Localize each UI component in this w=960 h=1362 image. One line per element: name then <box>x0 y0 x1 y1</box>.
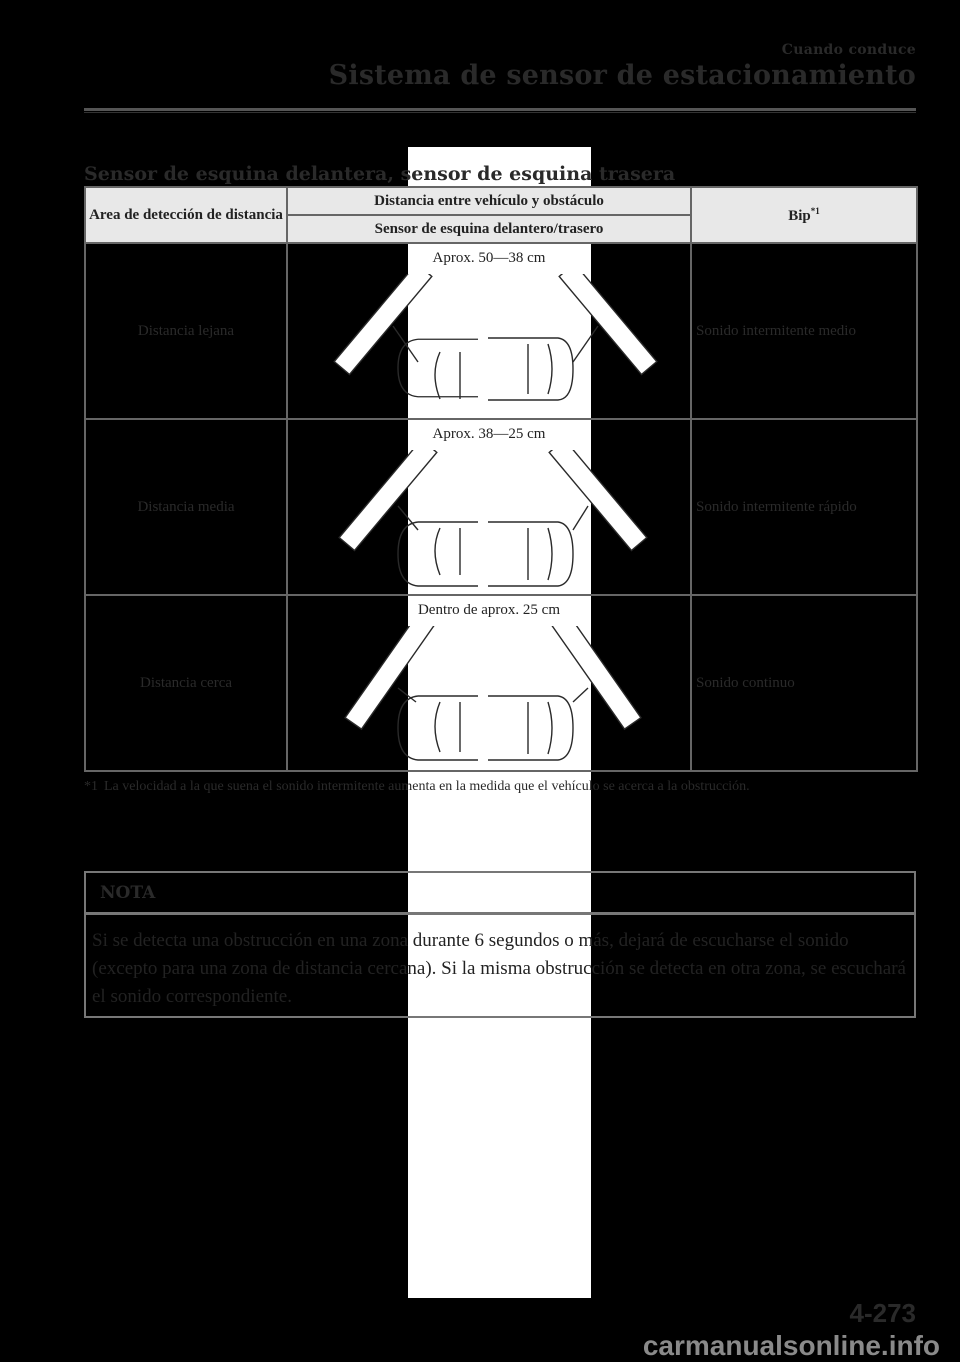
header-distance-group: Distancia entre vehículo y obstáculo <box>287 187 691 215</box>
car-sensor-diagram-icon <box>318 274 662 414</box>
note-heading: NOTA <box>86 873 914 915</box>
footnote-text: La velocidad a la que suena el sonido intermitente aumenta en la medida que el vehículo se acerca a la obstrucción. <box>104 779 750 794</box>
header-rule <box>84 108 916 113</box>
car-sensor-diagram-icon <box>318 626 662 766</box>
distance-label: Dentro de aprox. 25 cm <box>417 602 561 618</box>
header-area: Area de detección de distancia <box>85 187 287 243</box>
running-head <box>329 42 916 91</box>
beep-cell: Sonido continuo <box>691 595 917 771</box>
beep-cell: Sonido intermitente rápido <box>691 419 917 595</box>
watermark: carmanualsonline.info <box>642 1330 940 1361</box>
diagram-cell <box>287 243 691 419</box>
distance-label: Aprox. 50—38 cm <box>432 250 546 266</box>
diagram-cell <box>287 419 691 595</box>
table-row <box>85 595 917 771</box>
note-body: Si se detecta una obstrucción en una zona durante 6 segundos o más, dejará de escucharse el sonido (excepto para una zona de distancia cercana). Si la misma obstrucción se detecta en otra zona, se escuchará el sonido correspondiente. <box>92 930 906 1007</box>
area-cell: Distancia cerca <box>85 595 287 771</box>
page-number: 4-273 <box>849 1298 916 1328</box>
beep-cell: Sonido intermitente medio <box>691 243 917 419</box>
header-sensor: Sensor de esquina delantero/trasero <box>287 215 691 243</box>
area-cell: Distancia media <box>85 419 287 595</box>
footnote <box>84 778 864 795</box>
distance-label: Aprox. 38—25 cm <box>432 426 546 442</box>
note-box <box>84 871 916 1018</box>
table-row <box>85 419 917 595</box>
car-sensor-diagram-icon <box>318 450 662 590</box>
diagram-cell <box>287 595 691 771</box>
header-beep: Bip$^{*1}$ <box>691 187 917 243</box>
page-title: Sistema de sensor de estacionamiento <box>328 60 916 91</box>
section-title: Sensor de esquina delantera, sensor de esquina trasera <box>84 163 676 185</box>
footnote-mark: *1 <box>84 779 98 794</box>
table-row <box>85 243 917 419</box>
area-cell: Distancia lejana <box>85 243 287 419</box>
chapter-label: Cuando conduce <box>781 42 916 58</box>
sensor-distance-table <box>84 186 918 772</box>
